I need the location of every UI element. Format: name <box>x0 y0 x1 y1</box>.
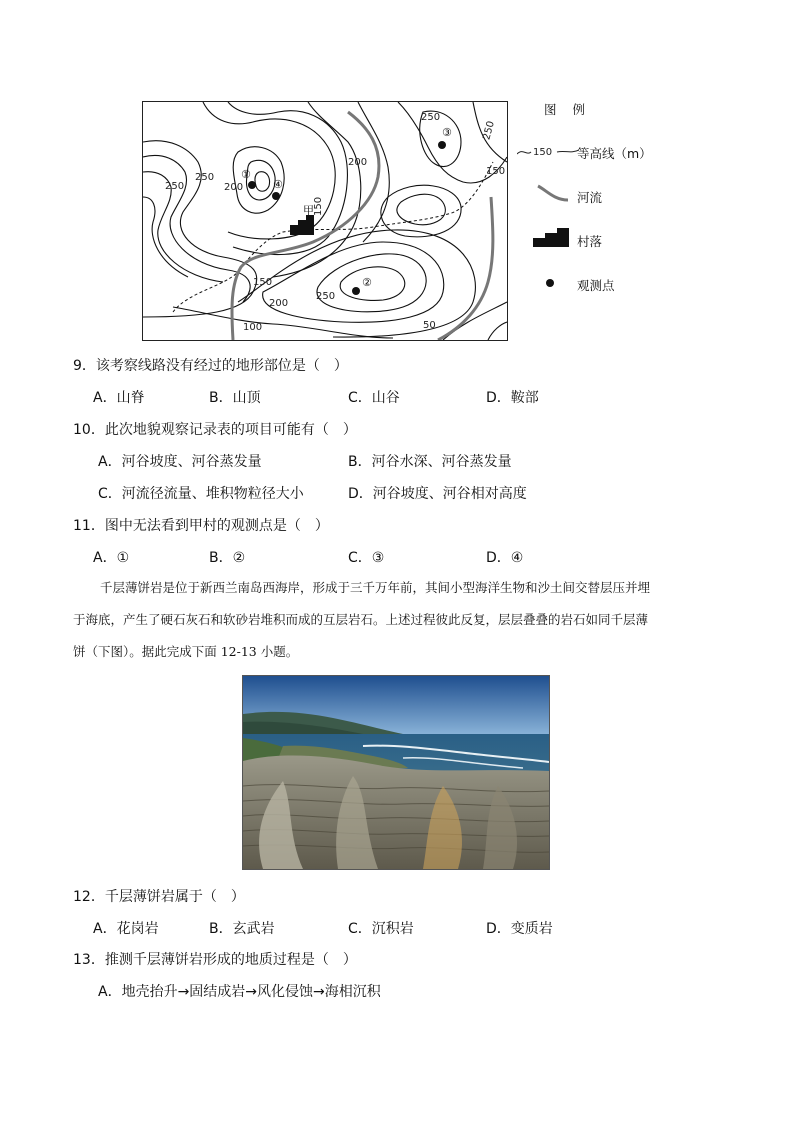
contour-label: 150 <box>486 166 506 177</box>
observation-point-3 <box>438 141 446 149</box>
village-label: 甲 <box>303 204 314 217</box>
observation-point-2 <box>352 287 360 295</box>
question-9-option-d: D．鞍部 <box>486 390 539 406</box>
contour-map <box>142 101 508 341</box>
question-13-stem: 13．推测千层薄饼岩形成的地质过程是（ ） <box>73 952 357 968</box>
question-10-option-c: C．河流径流量、堆积物粒径大小 <box>98 486 304 502</box>
legend-contour-text: 等高线（m） <box>577 146 652 161</box>
observation-point-1 <box>248 181 256 189</box>
legend-point-text: 观测点 <box>577 278 615 293</box>
question-11-option-c: C．③ <box>348 550 385 566</box>
point-label-2: ② <box>362 276 372 289</box>
legend-title: 图 例 <box>544 102 591 117</box>
pancake-rocks-illustration <box>243 676 549 869</box>
legend-river-icon <box>536 182 570 204</box>
passage-line-3: 饼（下图）。据此完成下面 12-13 小题。 <box>73 644 299 659</box>
question-12-option-a: A．花岗岩 <box>93 921 159 937</box>
contour-label: 50 <box>423 320 436 331</box>
contour-label: 200 <box>348 157 368 168</box>
route-path <box>173 162 493 312</box>
question-13-option-a: A．地壳抬升→固结成岩→风化侵蚀→海相沉积 <box>98 984 381 1000</box>
contour-label: 250 <box>165 181 185 192</box>
legend-village-icon <box>533 228 569 248</box>
question-10-option-b: B．河谷水深、河谷蒸发量 <box>348 454 512 470</box>
village-symbol <box>290 215 314 235</box>
point-label-1: ① <box>241 168 251 181</box>
question-12-option-d: D．变质岩 <box>486 921 553 937</box>
point-label-3: ③ <box>442 126 452 139</box>
contour-label: 200 <box>269 298 289 309</box>
question-9-option-a: A．山脊 <box>93 390 145 406</box>
question-9-option-b: B．山顶 <box>209 390 261 406</box>
river-east <box>438 197 493 340</box>
question-9-stem: 9．该考察线路没有经过的地形部位是（ ） <box>73 358 348 374</box>
contour-label: 150 <box>253 277 273 288</box>
question-10-stem: 10．此次地貌观察记录表的项目可能有（ ） <box>73 422 357 438</box>
legend-river-text: 河流 <box>577 190 603 205</box>
legend-contour-sample <box>517 140 579 164</box>
question-12-stem: 12．千层薄饼岩属于（ ） <box>73 889 245 905</box>
contour-map-svg <box>143 102 507 340</box>
contour-label: 250 <box>481 119 497 142</box>
question-11-option-d: D．④ <box>486 550 524 566</box>
point-label-4: ④ <box>273 178 283 191</box>
question-9-option-c: C．山谷 <box>348 390 400 406</box>
question-10-option-a: A．河谷坡度、河谷蒸发量 <box>98 454 262 470</box>
pancake-rocks-photo <box>242 675 550 870</box>
legend-village-text: 村落 <box>577 234 603 249</box>
legend-contour-value: 150 <box>533 147 553 158</box>
contour-label: 250 <box>316 291 336 302</box>
contour-label: 250 <box>195 172 215 183</box>
question-11-option-b: B．② <box>209 550 246 566</box>
question-11-stem: 11．图中无法看到甲村的观测点是（ ） <box>73 518 329 534</box>
observation-point-4 <box>272 192 280 200</box>
legend-point-icon <box>544 277 556 289</box>
contour-label: 150 <box>313 196 324 216</box>
passage-line-2: 于海底，产生了硬石灰石和软砂岩堆积而成的互层岩石。上述过程彼此反复，层层叠叠的岩石如同千层薄 <box>73 612 649 627</box>
question-12-option-c: C．沉积岩 <box>348 921 414 937</box>
passage-line-1: 千层薄饼岩是位于新西兰南岛西海岸，形成于三千万年前，其间小型海洋生物和沙土间交替层压并埋 <box>100 580 651 595</box>
contour-label: 250 <box>421 112 441 123</box>
question-12-option-b: B．玄武岩 <box>209 921 275 937</box>
question-11-option-a: A．① <box>93 550 130 566</box>
question-10-option-d: D．河谷坡度、河谷相对高度 <box>348 486 527 502</box>
contour-label: 100 <box>243 322 263 333</box>
contour-label: 200 <box>224 182 244 193</box>
